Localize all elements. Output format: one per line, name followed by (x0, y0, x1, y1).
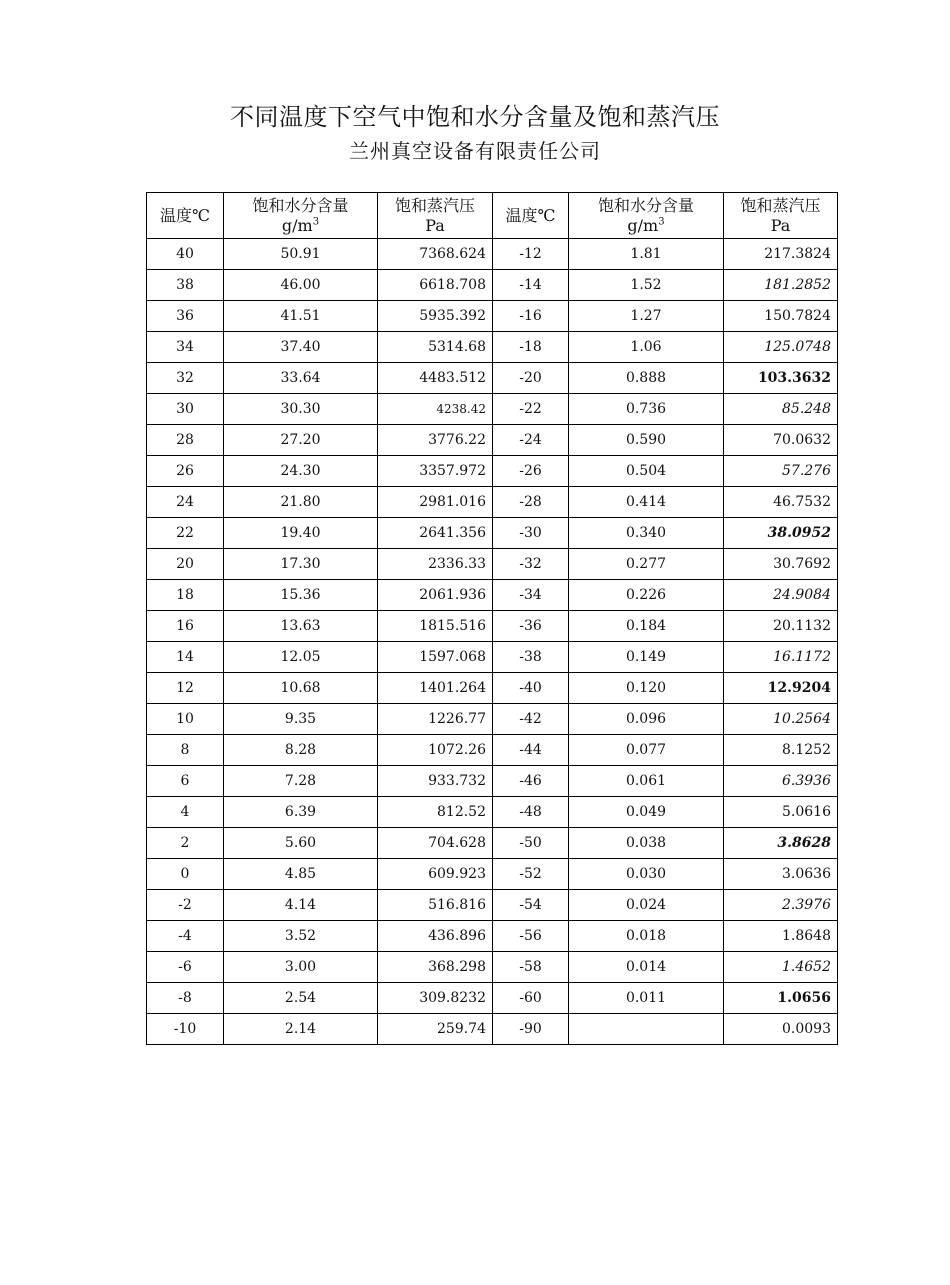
table-row (147, 952, 838, 983)
cell-pressure-right: 2.3976 (724, 890, 838, 921)
table-row (147, 332, 838, 363)
cell-pressure-right: 1.8648 (724, 921, 838, 952)
cell-temp-left: -6 (147, 952, 224, 983)
cell-pressure-left: 6618.708 (378, 270, 493, 301)
cell-content-left: 33.64 (224, 363, 378, 394)
cell-temp-left: 14 (147, 642, 224, 673)
cell-pressure-right: 20.1132 (724, 611, 838, 642)
cell-content-left: 27.20 (224, 425, 378, 456)
cell-pressure-right: 150.7824 (724, 301, 838, 332)
table-row (147, 673, 838, 704)
header-pressure-left (378, 193, 493, 239)
table-header-row (147, 193, 838, 239)
cell-pressure-left: 2336.33 (378, 549, 493, 580)
table-row (147, 456, 838, 487)
cell-temp-left: 32 (147, 363, 224, 394)
cell-content-right: 0.077 (569, 735, 724, 766)
cell-pressure-left: 1597.068 (378, 642, 493, 673)
cell-pressure-right: 125.0748 (724, 332, 838, 363)
table-row (147, 1014, 838, 1045)
cell-pressure-right: 38.0952 (724, 518, 838, 549)
cell-temp-right: -12 (493, 239, 569, 270)
table-row (147, 425, 838, 456)
table-row (147, 580, 838, 611)
cell-temp-right: -46 (493, 766, 569, 797)
cell-pressure-left: 516.816 (378, 890, 493, 921)
cell-temp-right: -44 (493, 735, 569, 766)
cell-content-right: 0.024 (569, 890, 724, 921)
cell-content-right: 0.184 (569, 611, 724, 642)
cell-temp-right: -22 (493, 394, 569, 425)
cell-content-right: 0.504 (569, 456, 724, 487)
cell-content-left: 2.54 (224, 983, 378, 1014)
table-row (147, 921, 838, 952)
table-row (147, 828, 838, 859)
cell-pressure-left: 4483.512 (378, 363, 493, 394)
header-content-left (224, 193, 378, 239)
cell-content-left: 2.14 (224, 1014, 378, 1045)
cell-content-left: 24.30 (224, 456, 378, 487)
cell-temp-left: 4 (147, 797, 224, 828)
header-content-unit-sup: 3 (658, 216, 665, 228)
table-row (147, 766, 838, 797)
cell-pressure-left: 1226.77 (378, 704, 493, 735)
cell-temp-right: -36 (493, 611, 569, 642)
cell-content-right: 0.096 (569, 704, 724, 735)
cell-temp-right: -30 (493, 518, 569, 549)
cell-pressure-right: 30.7692 (724, 549, 838, 580)
cell-content-left: 17.30 (224, 549, 378, 580)
table-row (147, 797, 838, 828)
cell-pressure-left: 1072.26 (378, 735, 493, 766)
table-row (147, 735, 838, 766)
cell-content-left: 5.60 (224, 828, 378, 859)
cell-content-right: 0.018 (569, 921, 724, 952)
cell-temp-left: 34 (147, 332, 224, 363)
cell-pressure-right: 16.1172 (724, 642, 838, 673)
cell-content-left: 12.05 (224, 642, 378, 673)
cell-content-right: 0.030 (569, 859, 724, 890)
cell-content-right: 1.81 (569, 239, 724, 270)
header-content-unit-sup: 3 (312, 216, 320, 228)
cell-temp-left: 2 (147, 828, 224, 859)
cell-pressure-left: 704.628 (378, 828, 493, 859)
header-content-name: 饱和水分含量 (252, 195, 349, 215)
table-row (147, 642, 838, 673)
cell-temp-left: 20 (147, 549, 224, 580)
cell-pressure-right: 3.0636 (724, 859, 838, 890)
cell-temp-right: -40 (493, 673, 569, 704)
cell-temp-left: 26 (147, 456, 224, 487)
table-row (147, 301, 838, 332)
cell-temp-right: -32 (493, 549, 569, 580)
cell-pressure-right: 0.0093 (724, 1014, 838, 1045)
cell-content-right: 0.061 (569, 766, 724, 797)
header-content-name: 饱和水分含量 (597, 195, 694, 215)
cell-content-right: 0.011 (569, 983, 724, 1014)
cell-pressure-left: 609.923 (378, 859, 493, 890)
cell-temp-right: -24 (493, 425, 569, 456)
header-pressure-unit: Pa (770, 215, 791, 235)
cell-temp-right: -38 (493, 642, 569, 673)
header-pressure-right (724, 193, 838, 239)
header-pressure-name: 饱和蒸汽压 (394, 195, 475, 215)
table-row (147, 363, 838, 394)
cell-temp-left: 12 (147, 673, 224, 704)
cell-content-right: 0.014 (569, 952, 724, 983)
cell-temp-left: -10 (147, 1014, 224, 1045)
table-row (147, 487, 838, 518)
cell-content-right: 0.038 (569, 828, 724, 859)
cell-temp-right: -28 (493, 487, 569, 518)
cell-pressure-right: 181.2852 (724, 270, 838, 301)
cell-temp-left: 24 (147, 487, 224, 518)
header-content-unit-text: g/m (281, 215, 313, 235)
cell-pressure-right: 70.0632 (724, 425, 838, 456)
cell-content-left: 41.51 (224, 301, 378, 332)
cell-temp-left: 40 (147, 239, 224, 270)
cell-pressure-left: 436.896 (378, 921, 493, 952)
cell-pressure-left: 5314.68 (378, 332, 493, 363)
table-row (147, 890, 838, 921)
header-content-unit (224, 216, 377, 236)
header-temp-right: 温度℃ (493, 193, 569, 239)
cell-temp-right: -54 (493, 890, 569, 921)
table-row (147, 394, 838, 425)
cell-temp-right: -20 (493, 363, 569, 394)
cell-content-right: 1.27 (569, 301, 724, 332)
cell-content-left: 4.85 (224, 859, 378, 890)
cell-content-left: 6.39 (224, 797, 378, 828)
cell-content-right: 0.226 (569, 580, 724, 611)
cell-temp-left: 10 (147, 704, 224, 735)
cell-content-left: 15.36 (224, 580, 378, 611)
cell-content-left: 7.28 (224, 766, 378, 797)
cell-pressure-left: 812.52 (378, 797, 493, 828)
cell-pressure-left: 933.732 (378, 766, 493, 797)
cell-pressure-right: 1.4652 (724, 952, 838, 983)
cell-pressure-right: 57.276 (724, 456, 838, 487)
cell-pressure-right: 8.1252 (724, 735, 838, 766)
cell-temp-left: -4 (147, 921, 224, 952)
cell-pressure-left: 4238.42 (378, 394, 493, 425)
table-row (147, 549, 838, 580)
header-pressure-unit: Pa (425, 215, 445, 235)
cell-temp-right: -42 (493, 704, 569, 735)
cell-pressure-right: 6.3936 (724, 766, 838, 797)
cell-temp-right: -26 (493, 456, 569, 487)
cell-temp-left: 0 (147, 859, 224, 890)
cell-pressure-right: 10.2564 (724, 704, 838, 735)
cell-content-right: 0.277 (569, 549, 724, 580)
cell-content-right: 1.52 (569, 270, 724, 301)
cell-temp-right: -60 (493, 983, 569, 1014)
cell-content-right: 0.888 (569, 363, 724, 394)
cell-content-left: 8.28 (224, 735, 378, 766)
table-row (147, 704, 838, 735)
cell-pressure-left: 7368.624 (378, 239, 493, 270)
cell-content-right: 1.06 (569, 332, 724, 363)
cell-content-left: 3.52 (224, 921, 378, 952)
cell-temp-right: -48 (493, 797, 569, 828)
cell-pressure-right: 3.8628 (724, 828, 838, 859)
cell-temp-right: -56 (493, 921, 569, 952)
cell-temp-left: 18 (147, 580, 224, 611)
table-row (147, 239, 838, 270)
cell-pressure-right: 5.0616 (724, 797, 838, 828)
cell-pressure-left: 3776.22 (378, 425, 493, 456)
cell-temp-right: -90 (493, 1014, 569, 1045)
cell-content-left: 10.68 (224, 673, 378, 704)
table-row (147, 983, 838, 1014)
table-row (147, 859, 838, 890)
cell-pressure-left: 2061.936 (378, 580, 493, 611)
header-content-unit-text: g/m (627, 215, 659, 235)
document-title: 不同温度下空气中饱和水分含量及饱和蒸汽压 (230, 103, 720, 131)
cell-temp-left: 28 (147, 425, 224, 456)
cell-content-right: 0.149 (569, 642, 724, 673)
header-content-right (569, 193, 724, 239)
company-name: 兰州真空设备有限责任公司 (349, 139, 601, 163)
cell-pressure-right: 46.7532 (724, 487, 838, 518)
cell-pressure-right: 85.248 (724, 394, 838, 425)
cell-pressure-left: 3357.972 (378, 456, 493, 487)
cell-temp-right: -14 (493, 270, 569, 301)
cell-temp-left: -2 (147, 890, 224, 921)
cell-temp-left: 30 (147, 394, 224, 425)
header-content-unit (569, 216, 723, 236)
cell-temp-right: -34 (493, 580, 569, 611)
cell-content-right: 0.340 (569, 518, 724, 549)
cell-temp-left: 16 (147, 611, 224, 642)
cell-temp-right: -18 (493, 332, 569, 363)
cell-pressure-right: 12.9204 (724, 673, 838, 704)
cell-content-left: 46.00 (224, 270, 378, 301)
cell-pressure-left: 1815.516 (378, 611, 493, 642)
cell-content-right: 0.049 (569, 797, 724, 828)
cell-temp-right: -58 (493, 952, 569, 983)
table-row (147, 270, 838, 301)
cell-content-left: 30.30 (224, 394, 378, 425)
cell-pressure-left: 5935.392 (378, 301, 493, 332)
cell-temp-left: 8 (147, 735, 224, 766)
cell-content-left: 37.40 (224, 332, 378, 363)
cell-pressure-right: 103.3632 (724, 363, 838, 394)
table-row (147, 611, 838, 642)
cell-temp-left: 36 (147, 301, 224, 332)
header-temp-left: 温度℃ (147, 193, 224, 239)
cell-content-right: 0.414 (569, 487, 724, 518)
cell-pressure-right: 1.0656 (724, 983, 838, 1014)
cell-content-right: 0.736 (569, 394, 724, 425)
table-body (147, 239, 838, 1045)
cell-pressure-left: 2981.016 (378, 487, 493, 518)
header-pressure-name: 饱和蒸汽压 (740, 195, 821, 215)
cell-temp-left: 22 (147, 518, 224, 549)
cell-pressure-left: 2641.356 (378, 518, 493, 549)
cell-content-right (569, 1014, 724, 1045)
cell-content-left: 50.91 (224, 239, 378, 270)
cell-content-left: 3.00 (224, 952, 378, 983)
cell-pressure-left: 368.298 (378, 952, 493, 983)
cell-content-right: 0.590 (569, 425, 724, 456)
cell-pressure-left: 309.8232 (378, 983, 493, 1014)
saturation-table (146, 192, 838, 1045)
cell-pressure-left: 1401.264 (378, 673, 493, 704)
cell-pressure-left: 259.74 (378, 1014, 493, 1045)
cell-content-left: 9.35 (224, 704, 378, 735)
cell-pressure-right: 24.9084 (724, 580, 838, 611)
cell-temp-left: -8 (147, 983, 224, 1014)
cell-pressure-right: 217.3824 (724, 239, 838, 270)
cell-temp-right: -50 (493, 828, 569, 859)
cell-content-left: 21.80 (224, 487, 378, 518)
cell-content-left: 4.14 (224, 890, 378, 921)
cell-content-left: 13.63 (224, 611, 378, 642)
cell-temp-right: -16 (493, 301, 569, 332)
cell-content-left: 19.40 (224, 518, 378, 549)
cell-temp-right: -52 (493, 859, 569, 890)
cell-temp-left: 38 (147, 270, 224, 301)
table-row (147, 518, 838, 549)
cell-temp-left: 6 (147, 766, 224, 797)
cell-content-right: 0.120 (569, 673, 724, 704)
